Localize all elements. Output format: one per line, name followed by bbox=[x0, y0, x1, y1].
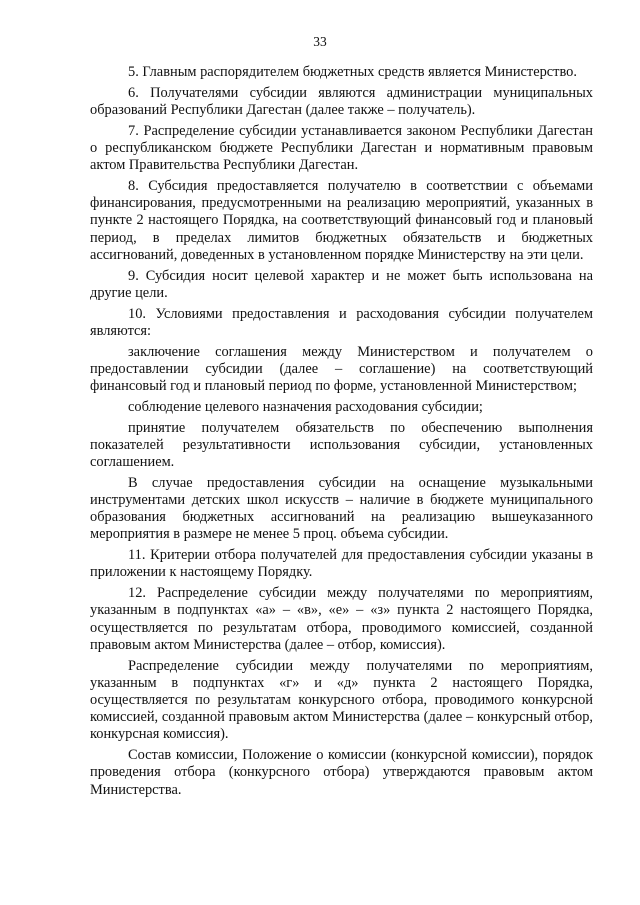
paragraph-8: 8. Субсидия предоставляется получателю в соответствии с объемами финансирования, предусмотренными на реализацию мероприятий, указанных в пункте 2 настоящего Порядка, на соответствующий финансовый год и плановый период, в пределах лимитов бюджетных обязательств и бюджетных ассигнований, доведенных в установленном порядке Министерству на эти цели. bbox=[90, 178, 593, 263]
paragraph-6: 6. Получателями субсидии являются администрации муниципальных образований Республики Дагестан (далее также – получатель). bbox=[90, 84, 593, 118]
paragraph-9: 9. Субсидия носит целевой характер и не может быть использована на другие цели. bbox=[90, 267, 593, 301]
condition-agreement: заключение соглашения между Министерством и получателем о предоставлении субсидии (далее – соглашение) на соответствующий финансовый год и плановый период по форме, установленной Министерством; bbox=[90, 343, 593, 395]
paragraph-commission: Состав комиссии, Положение о комиссии (конкурсной комиссии), порядок проведения отбора (конкурсного отбора) утверждаются правовым актом Министерства. bbox=[90, 747, 593, 798]
paragraph-12: 12. Распределение субсидии между получателями по мероприятиям, указанным в подпунктах «а» – «в», «е» – «з» пункта 2 настоящего Порядка, осуществляется по результатам отбора, проводимого комиссией, созданной правовым актом Министерства (далее – отбор, комиссия). bbox=[90, 585, 593, 653]
condition-target-use: соблюдение целевого назначения расходования субсидии; bbox=[128, 398, 483, 415]
paragraph-10: 10. Условиями предоставления и расходования субсидии получателем являются: bbox=[90, 305, 593, 339]
paragraph-11: 11. Критерии отбора получателей для предоставления субсидии указаны в приложении к настоящему Порядку. bbox=[90, 547, 593, 581]
condition-obligations: принятие получателем обязательств по обеспечению выполнения показателей результативности использования субсидии, установленных соглашением. bbox=[90, 419, 593, 471]
paragraph-7: 7. Распределение субсидии устанавливается законом Республики Дагестан о республиканском бюджете Республики Дагестан и нормативным правовым актом Правительства Республики Дагестан. bbox=[90, 122, 593, 174]
condition-cofinancing: В случае предоставления субсидии на оснащение музыкальными инструментами детских школ искусств – наличие в бюджете муниципального образования бюджетных ассигнований на реализацию вышеуказанного мероприятия в размере не менее 5 проц. объема субсидии. bbox=[90, 474, 593, 543]
paragraph-12-competitive: Распределение субсидии между получателями по мероприятиям, указанным в подпунктах «г» и «д» пункта 2 настоящего Порядка, осуществляется по результатам конкурсного отбора, проводимого конкурсной комиссией, созданной правовым актом Министерства (далее – конкурсный отбор, конкурсная комиссия). bbox=[90, 657, 593, 743]
document-body bbox=[90, 64, 593, 802]
page-number: 33 bbox=[313, 34, 327, 49]
paragraph-5: 5. Главным распорядителем бюджетных средств является Министерство. bbox=[128, 64, 577, 80]
